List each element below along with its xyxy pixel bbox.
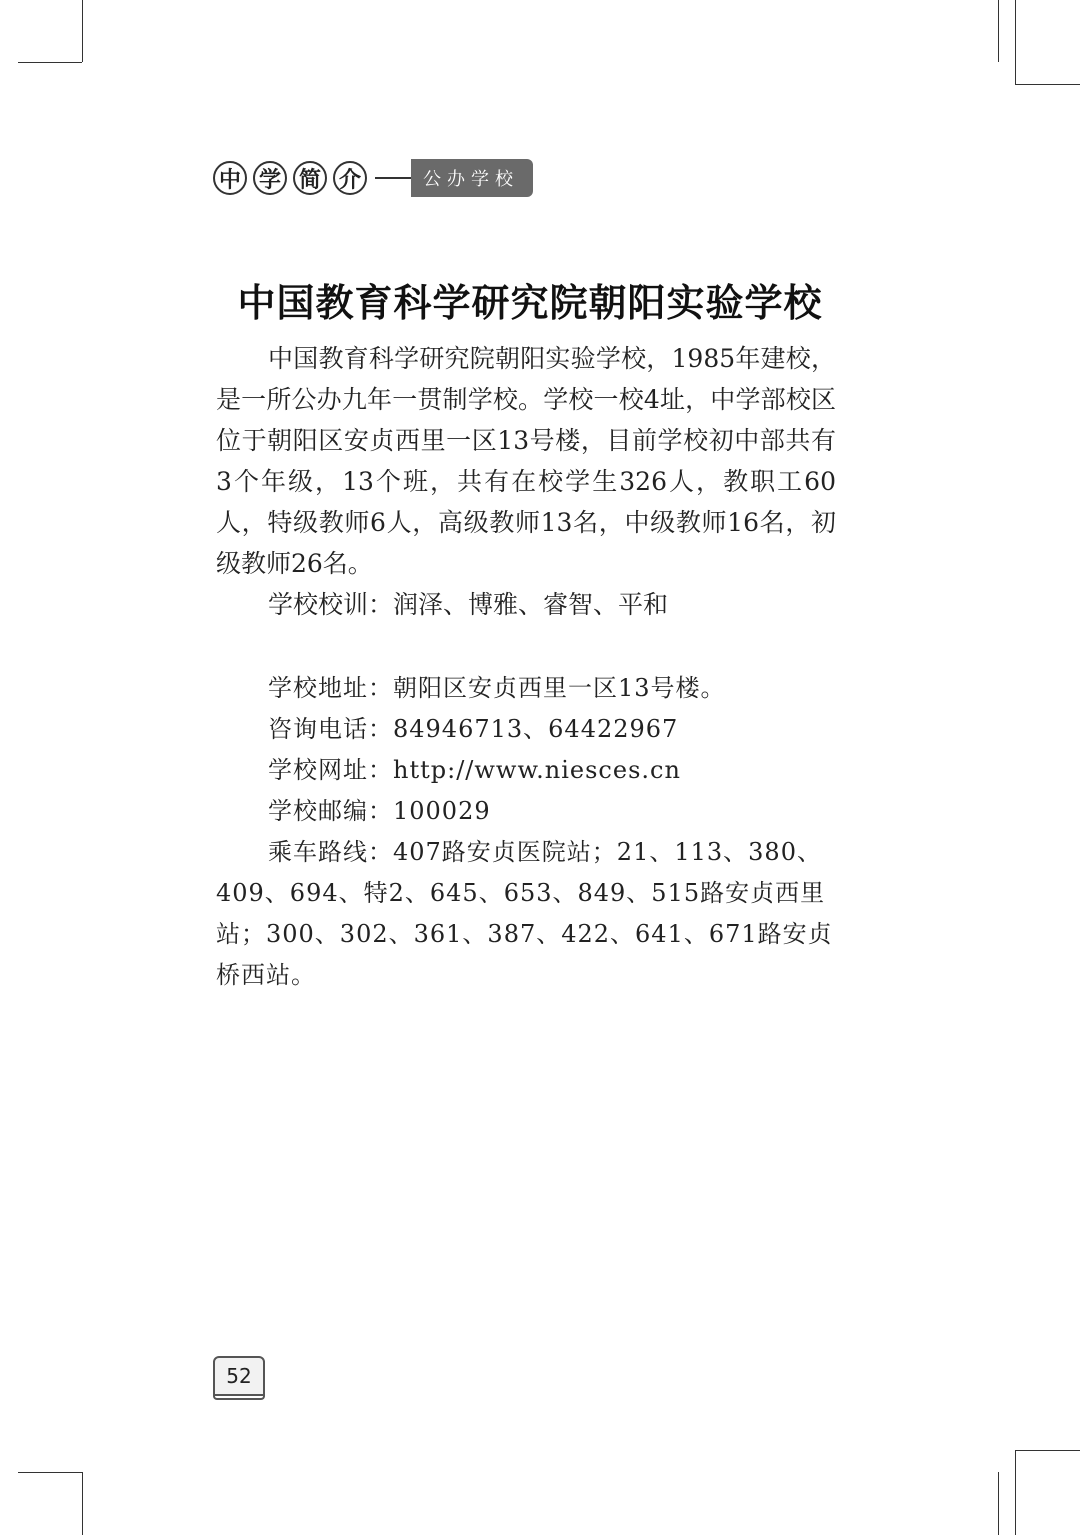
address-line: 学校地址：朝阳区安贞西里一区13号楼。	[268, 674, 726, 702]
page-title: 中国教育科学研究院朝阳实验学校	[237, 281, 823, 325]
crop-mark-tl-h	[18, 62, 82, 63]
crop-mark-br-v2	[998, 1472, 999, 1535]
crop-mark-tr-v2	[1015, 0, 1016, 84]
crop-mark-bl-v	[82, 1472, 83, 1535]
routes-paragraph: 乘车路线：407路安贞医院站；21、113、380、409、694、特2、645、653、849、515路安贞西里站；300、302、361、387、422、641、671路安贞桥西站。	[216, 838, 833, 989]
crop-mark-tl-v	[82, 0, 83, 62]
postcode-line: 学校邮编：100029	[268, 797, 491, 825]
contact-info	[216, 668, 846, 996]
crop-mark-br-v	[1015, 1450, 1016, 1535]
page-number: 52	[213, 1356, 265, 1396]
website-line: 学校网址：http://www.niesces.cn	[268, 756, 681, 784]
header-char: 学	[253, 161, 287, 195]
crop-mark-tr-h	[1015, 84, 1080, 85]
section-tag: 公办学校	[411, 159, 533, 197]
crop-mark-br-h	[1015, 1450, 1080, 1451]
section-header	[213, 158, 533, 198]
intro-paragraph: 中国教育科学研究院朝阳实验学校，1985年建校，是一所公办九年一贯制学校。学校一校4址，中学部校区位于朝阳区安贞西里一区13号楼，目前学校初中部共有3个年级，13个班，共有在校学生326人，教职工60人，特级教师6人，高级教师13名，中级教师16名，初级教师26名。	[216, 344, 836, 578]
motto-paragraph: 学校校训：润泽、博雅、睿智、平和	[268, 590, 669, 619]
body-text	[216, 338, 836, 625]
crop-mark-tr-v	[998, 0, 999, 62]
header-char: 中	[213, 161, 247, 195]
header-char: 简	[293, 161, 327, 195]
header-connector-line	[375, 177, 411, 179]
crop-mark-bl-h	[18, 1472, 82, 1473]
header-char: 介	[333, 161, 367, 195]
phone-line: 咨询电话：84946713、64422967	[268, 715, 679, 743]
